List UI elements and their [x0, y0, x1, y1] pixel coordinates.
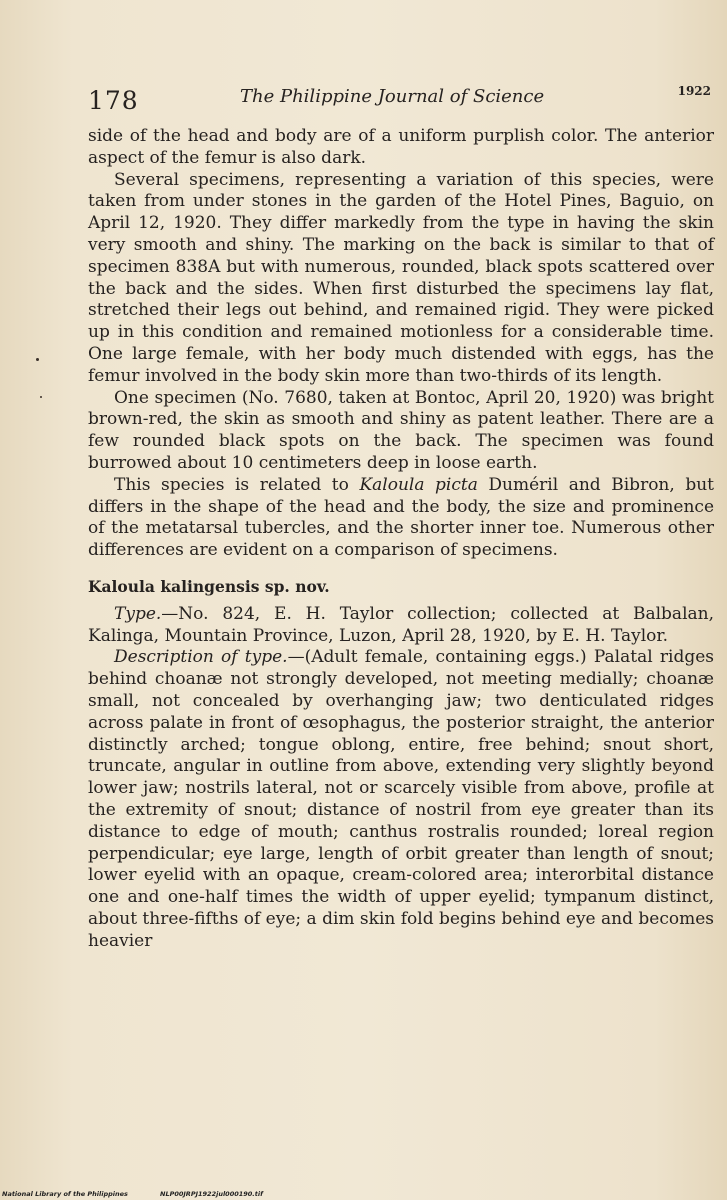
paragraph-description — [88, 647, 714, 952]
journal-title: The Philippine Journal of Science — [240, 86, 545, 107]
paragraph-type — [88, 604, 714, 648]
species-heading: Kaloula kalingensis sp. nov. — [88, 576, 330, 596]
scan-filename: NLP00JRPJ1922jul000190.tif — [160, 1190, 263, 1198]
journal-year: 1922 — [677, 84, 711, 98]
type-label: Type. — [114, 603, 162, 624]
page-number: 178 — [88, 86, 139, 115]
library-credit: National Library of the Philippines — [2, 1190, 128, 1198]
margin-speck — [36, 358, 39, 361]
description-text: —(Adult female, containing eggs.) Palatal ridges behind choanæ not strongly developed, not meeting medially; choanæ small, not concealed by overhanging jaw; two denticulated ridges across palate in front of œsophagus, the posterior straight, the anterior distinctly arched; tongue oblong, entire, free behind; snout short, truncate, angular in outline from above, extending very slightly beyond lower jaw; nostrils lateral, not or scarcely visible from above, profile at the extremity of snout; distance of nostril from eye greater than its distance to edge of mouth; canthus rostralis rounded; loreal region perpendicular; eye large, length of orbit greater than length of snout; lower eyelid with an opaque, cream-colored area; interorbital distance one and one-half times the width of upper eyelid; tympanum distinct, about three-fifths of eye; a dim skin fold begins behind eye and becomes heavier — [88, 647, 714, 951]
paragraph-continuation: side of the head and body are of a uniform purplish color. The anterior aspect of the femur is also dark. — [88, 126, 714, 168]
article-body — [88, 126, 714, 952]
paragraph-comparison — [88, 475, 714, 562]
type-text: —No. 824, E. H. Taylor collection; collected at Balbalan, Kalinga, Mountain Province, Luzon, April 28, 1920, by E. H. Taylor. — [88, 603, 714, 646]
scan-footer — [0, 1189, 727, 1200]
paragraph-bontoc-specimen: One specimen (No. 7680, taken at Bontoc, April 20, 1920) was bright brown-red, the skin as smooth and shiny as patent leather. There are a few rounded black spots on the back. The specimen was found burrowed about 10 centimeters deep in loose earth. — [88, 387, 714, 473]
description-label: Description of type. — [114, 647, 288, 668]
comparison-text-pre: This species is related to — [114, 474, 360, 495]
page-header — [88, 80, 713, 120]
paragraph-hotel-pines: Several specimens, representing a variation of this species, were taken from under stones in the garden of the Hotel Pines, Baguio, on April 12, 1920. They differ markedly from the type in having the skin very smooth and shiny. The marking on the back is similar to that of specimen 838A but with numerous, rounded, black spots scattered over the back and the sides. When first disturbed the specimens lay flat, stretched their legs out behind, and remained rigid. They were picked up in this condition and remained motionless for a considerable time. One large female, with her body much distended with eggs, has the femur involved in the body skin more than two-thirds of its length. — [88, 169, 714, 386]
comparison-text-post: Duméril and Bibron, but differs in the shape of the head and the body, the size and prominence of the metatarsal tubercles, and the shorter inner toe. Numerous other differences are evident on a comparison of specimens. — [88, 474, 715, 561]
species-name-italic: Kaloula picta — [359, 474, 478, 495]
margin-speck — [40, 396, 42, 398]
